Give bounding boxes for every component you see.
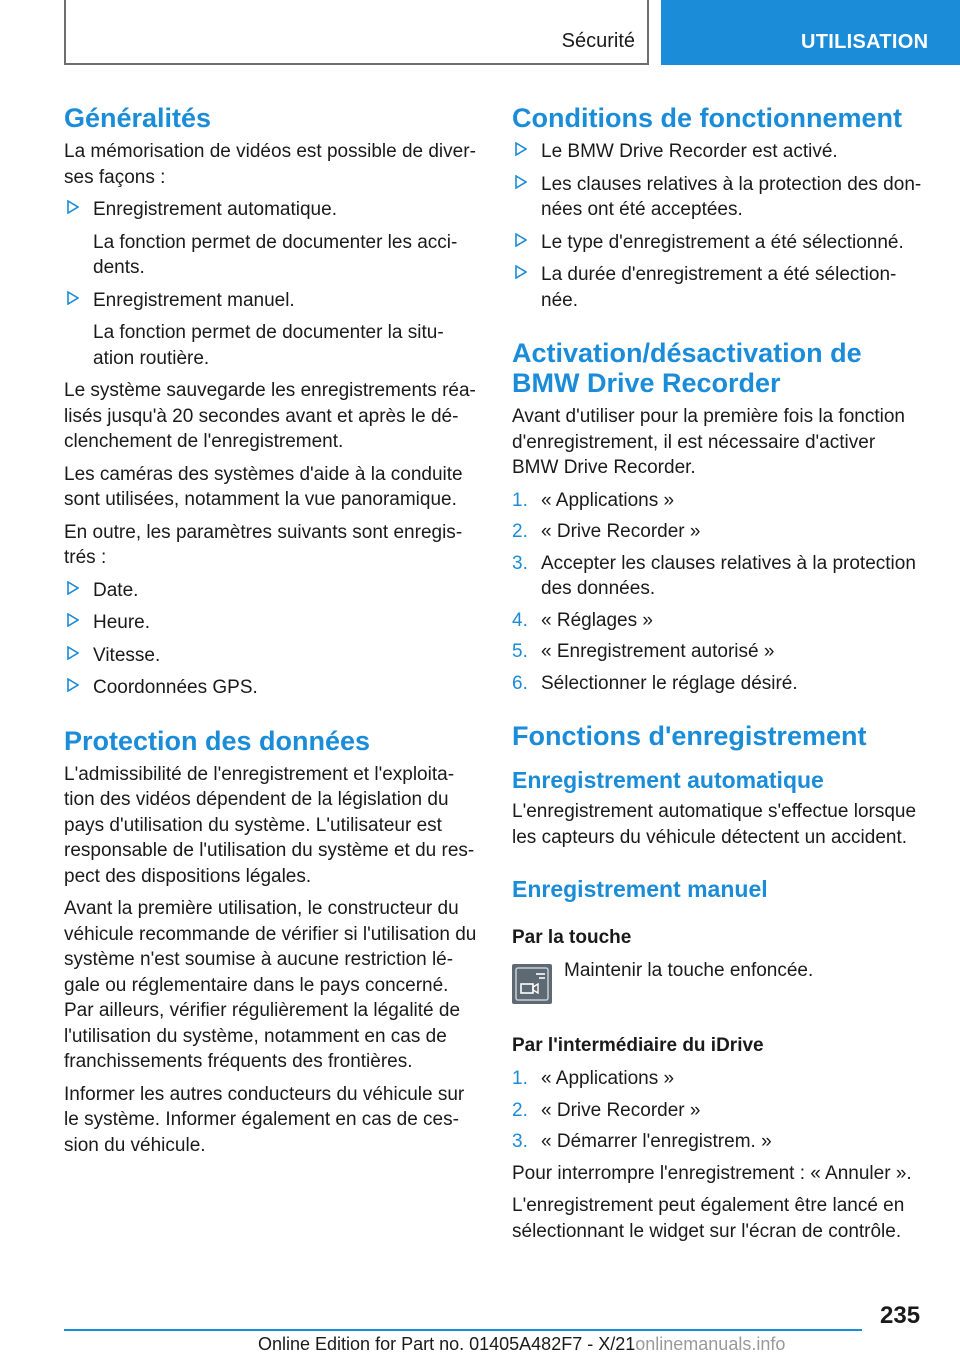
- list-item: [64, 288, 478, 372]
- list-item: [64, 643, 478, 669]
- step-text: « Drive Recorder »: [541, 521, 701, 542]
- list-item: [64, 197, 478, 281]
- header-chapter-tab: UTILISATION: [661, 0, 960, 65]
- step-text: « Réglages »: [541, 609, 653, 631]
- list-item: [512, 172, 926, 223]
- step-text: « Applications »: [541, 1068, 675, 1089]
- generalites-paragraph: Les caméras des systèmes d'aide à la conduite sont utilisées, notamment la vue panoramique.: [64, 463, 463, 510]
- step-item: [512, 551, 926, 602]
- bullet-triangle-icon: [515, 233, 527, 247]
- activation-steps: [512, 488, 926, 697]
- step-item: [512, 1066, 926, 1092]
- list-item-label: Enregistrement automatique.: [93, 199, 337, 220]
- heading-activation-line2: BMW Drive Recorder: [512, 368, 781, 398]
- header-section-box: [64, 0, 649, 65]
- bullet-triangle-icon: [67, 646, 79, 660]
- bullet-triangle-icon: [515, 175, 527, 189]
- heading-activation: [512, 338, 926, 398]
- bullet-triangle-icon: [515, 142, 527, 156]
- protection-paragraph: L'admissibilité de l'enregistrement et l'exploitation des vidéos dépendent de la législation du pays d'utilisation du système. L'utilisateur est responsable de l'utilisation du système et du respect des dispositions légales.: [64, 763, 475, 887]
- generalites-paragraph: En outre, les paramètres suivants sont enregistrés :: [64, 521, 463, 568]
- list-item-label: Enregistrement manuel.: [93, 289, 295, 311]
- footer-edition-text: Online Edition for Part no. 01405A482F7 - X/21: [258, 1334, 636, 1354]
- protection-paragraph: Informer les autres conducteurs du véhicule sur le système. Informer également en cas de cession du véhicule.: [64, 1083, 465, 1156]
- idrive-steps: [512, 1066, 926, 1155]
- step-text: « Applications »: [541, 489, 675, 511]
- list-item-label: Date.: [93, 579, 139, 601]
- auto-recording-text: L'enregistrement automatique s'effectue lorsque les capteurs du véhicule détectent un accident.: [512, 801, 917, 848]
- step-number: 2.: [512, 1099, 528, 1121]
- footer-watermark: onlinemanuals.info: [635, 1334, 786, 1354]
- conditions-list: [512, 139, 926, 313]
- list-item: [64, 578, 478, 604]
- step-text: « Démarrer l'enregistrem. »: [541, 1131, 772, 1152]
- step-number: 6.: [512, 672, 528, 694]
- step-item: [512, 671, 926, 697]
- page-number: 235: [880, 1302, 921, 1329]
- list-item-desc: La fonction permet de documenter la situation routière.: [93, 322, 444, 369]
- step-number: 3.: [512, 1131, 528, 1152]
- step-item: [512, 488, 926, 514]
- widget-recording-text: L'enregistrement peut également être lancé en sélectionnant le widget sur l'écran de contrôle.: [512, 1195, 905, 1242]
- button-instruction-text: Maintenir la touche enfoncée.: [564, 960, 814, 981]
- list-item-label: Le type d'enregistrement a été sélectionné.: [541, 231, 904, 253]
- heading-manual-recording: Enregistrement manuel: [512, 876, 768, 902]
- step-number: 1.: [512, 1068, 528, 1089]
- step-item: [512, 608, 926, 634]
- generalites-paragraph: Le système sauvegarde les enregistrements réalisés jusqu'à 20 secondes avant et après le déclenchement de l'enregistrement.: [64, 380, 476, 452]
- list-item-label: Heure.: [93, 612, 151, 633]
- recorded-params-list: [64, 578, 478, 701]
- footer-edition: [258, 1334, 785, 1355]
- list-item: [512, 230, 926, 256]
- recording-modes-list: [64, 197, 478, 371]
- button-instruction: [512, 958, 926, 1012]
- drive-recorder-button-icon: [512, 964, 552, 1004]
- step-number: 5.: [512, 641, 528, 662]
- heading-activation-line1: Activation/désactivation de: [512, 338, 862, 368]
- protection-paragraph: Avant la première utilisation, le constructeur du véhicule recommande de vérifier si l'utilisation du système n'est soumise à aucune restriction légale ou réglementaire dans le pays concerné.: [64, 898, 477, 996]
- heading-protection: Protection des données: [64, 725, 371, 756]
- list-item-label: Coordonnées GPS.: [93, 677, 258, 698]
- activation-intro: Avant d'utiliser pour la première fois la fonction d'enregistrement, il est nécessaire d'activer BMW Drive Recorder.: [512, 406, 905, 478]
- list-item-label: La durée d'enregistrement a été sélectionnée.: [541, 264, 897, 311]
- list-item-desc: La fonction permet de documenter les accidents.: [93, 231, 458, 278]
- step-text: « Enregistrement autorisé »: [541, 641, 775, 662]
- step-text: Sélectionner le réglage désiré.: [541, 672, 798, 694]
- heading-by-button: Par la touche: [512, 927, 632, 948]
- right-column: [512, 103, 926, 1251]
- list-item: [64, 610, 478, 636]
- heading-auto-recording: Enregistrement automatique: [512, 767, 824, 793]
- bullet-triangle-icon: [67, 613, 79, 627]
- step-text: « Drive Recorder »: [541, 1099, 701, 1121]
- bullet-triangle-icon: [515, 265, 527, 279]
- step-text: Accepter les clauses relatives à la protection des données.: [541, 552, 916, 599]
- bullet-triangle-icon: [67, 581, 79, 595]
- list-item: [512, 139, 926, 165]
- heading-by-idrive: Par l'intermédiaire du iDrive: [512, 1035, 764, 1056]
- header-section-title: Sécurité: [561, 30, 635, 52]
- list-item-label: Le BMW Drive Recorder est activé.: [541, 141, 838, 162]
- stop-recording-text: Pour interrompre l'enregistrement : « Annuler ».: [512, 1162, 912, 1184]
- step-number: 3.: [512, 552, 528, 574]
- list-item-label: Les clauses relatives à la protection des données ont été acceptées.: [541, 173, 922, 220]
- step-item: [512, 1098, 926, 1124]
- list-item: [512, 262, 926, 313]
- heading-fonctions: Fonctions d'enregistrement: [512, 721, 867, 751]
- bullet-triangle-icon: [67, 200, 79, 214]
- protection-paragraph: Par ailleurs, vérifier régulièrement la légalité de l'utilisation du système, notamment en cas de franchissements fréquents des frontières.: [64, 1000, 461, 1072]
- step-item: [512, 639, 926, 665]
- step-item: [512, 1129, 926, 1155]
- bullet-triangle-icon: [67, 678, 79, 692]
- step-number: 2.: [512, 521, 528, 542]
- generalites-intro: La mémorisation de vidéos est possible de diverses façons :: [64, 141, 476, 188]
- heading-generalites: Généralités: [64, 103, 212, 133]
- footer-divider: [64, 1329, 862, 1331]
- step-number: 4.: [512, 609, 528, 631]
- step-number: 1.: [512, 489, 528, 511]
- list-item-label: Vitesse.: [93, 644, 161, 666]
- bullet-triangle-icon: [67, 291, 79, 305]
- list-item: [64, 675, 478, 701]
- left-column: [64, 103, 478, 1165]
- step-item: [512, 519, 926, 545]
- heading-conditions: Conditions de fonctionnement: [512, 103, 902, 133]
